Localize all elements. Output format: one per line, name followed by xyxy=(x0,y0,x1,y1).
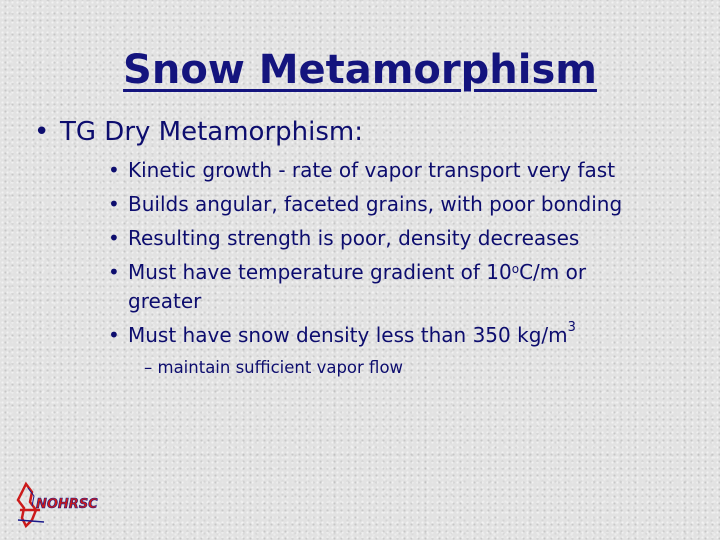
sub-bullet-text-part1: Must have temperature gradient of 10 xyxy=(128,260,512,284)
sub-bullet-item xyxy=(108,258,698,316)
slide-title: Snow Metamorphism xyxy=(123,47,597,93)
sub-bullet-item xyxy=(108,190,698,219)
bullet-dot: • xyxy=(34,117,50,147)
logo-text: NOHRSC xyxy=(36,497,98,512)
main-bullet-text: TG Dry Metamorphism: xyxy=(60,117,363,147)
sub-bullet-item xyxy=(108,321,698,350)
degree-symbol: o xyxy=(511,262,520,276)
main-bullet xyxy=(34,114,363,150)
sub-sub-bullet: – maintain sufficient vapor flow xyxy=(144,358,404,377)
sub-bullet-text-part2: C/m or xyxy=(519,260,587,284)
sub-bullet-dot: • xyxy=(108,226,120,250)
sub-bullet-text: Builds angular, faceted grains, with poor bonding xyxy=(128,192,623,216)
sub-bullet-dot: • xyxy=(108,323,120,347)
sub-bullet-item xyxy=(108,224,698,253)
sub-bullet-list xyxy=(108,156,698,355)
sub-bullet-dot: • xyxy=(108,192,120,216)
sub-bullet-item xyxy=(108,156,698,185)
sub-bullet-text: Must have snow density less than 350 kg/m xyxy=(128,323,568,347)
superscript-exponent: 3 xyxy=(567,320,576,336)
sub-bullet-dot: • xyxy=(108,158,120,182)
nohrsc-logo xyxy=(14,480,114,530)
sub-bullet-text: Kinetic growth - rate of vapor transport very fast xyxy=(128,158,616,182)
sub-bullet-text-line2: greater xyxy=(128,289,202,313)
sub-bullet-dot: • xyxy=(108,260,120,284)
sub-bullet-text: Resulting strength is poor, density decreases xyxy=(128,226,580,250)
